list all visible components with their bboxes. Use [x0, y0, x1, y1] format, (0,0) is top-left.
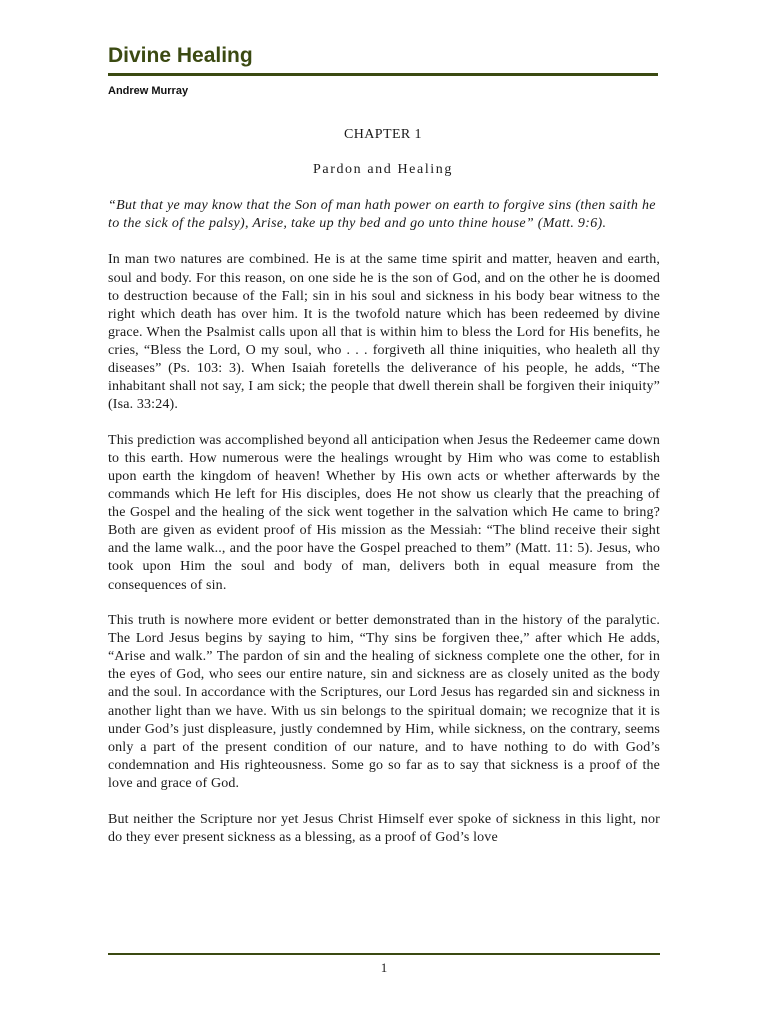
paragraph: In man two natures are combined. He is at the same time spirit and matter, heaven and earth, soul and body. For this reason, on one side he is the son of God, and on the other he is doomed to destruction because of the Fall; sin in his soul and sickness in his body bear witness to the right which death has over him. It is the twofold nature which has been redeemed by divine grace. When the Psalmist calls upon all that is within him to bless the Lord for His benefits, he cries, “Bless the Lord, O my soul, who . . . forgiveth all thine iniquities, who healeth all thy diseases” (Ps. 103: 3). When Isaiah foretells the deliverance of his people, he adds, “The inhabitant shall not say, I am sick; the people that dwell therein shall be forgiven their iniquity” (Isa. 33:24).	[108, 252, 660, 413]
chapter-subtitle: Pardon and Healing	[313, 162, 453, 177]
body-text	[108, 197, 660, 864]
footer-divider	[108, 953, 660, 955]
epigraph: “But that ye may know that the Son of man hath power on earth to forgive sins (then saith he to the sick of the palsy), Arise, take up thy bed and go unto thine house” (Matt. 9:6).	[108, 198, 656, 232]
paragraph: This prediction was accomplished beyond all anticipation when Jesus the Redeemer came down to this earth. How numerous were the healings wrought by Him who was come to establish upon earth the kingdom of heaven! Whether by His own acts or whether afterwards by the commands which He left for His disciples, does He not show us clearly that the preaching of the Gospel and the healing of the sick went together in the salvation which He came to bring? Both are given as evident proof of His mission as the Messiah: “The blind receive their sight and the lame walk.., and the poor have the Gospel preached to them” (Matt. 11: 5). Jesus, who took upon Him the soul and body of man, delivers both in equal measure from the consequences of sin.	[108, 432, 660, 593]
author-name: Andrew Murray	[108, 85, 189, 97]
book-title: Divine Healing	[108, 44, 253, 67]
chapter-label: CHAPTER 1	[344, 127, 422, 142]
header-divider	[108, 73, 658, 76]
paragraph: But neither the Scripture nor yet Jesus Christ Himself ever spoke of sickness in this light, nor do they ever present sickness as a blessing, as a proof of God’s love	[108, 811, 660, 845]
page-number: 1	[380, 960, 388, 975]
paragraph: This truth is nowhere more evident or better demonstrated than in the history of the paralytic. The Lord Jesus begins by saying to him, “Thy sins be forgiven thee,” after which He adds, “Arise and walk.” The pardon of sin and the healing of sickness complete one the other, for in the eyes of God, who sees our entire nature, sin and sickness are as closely united as the body and the soul. In accordance with the Scriptures, our Lord Jesus has regarded sin and sickness in another light than we have. With us sin belongs to the spiritual domain; we recognize that it is under God’s just displeasure, justly condemned by Him, while sickness, on the contrary, seems only a part of the present condition of our nature, and to have nothing to do with God’s condemnation and His righteousness. Some go so far as to say that sickness is a proof of the love and grace of God.	[108, 613, 660, 791]
